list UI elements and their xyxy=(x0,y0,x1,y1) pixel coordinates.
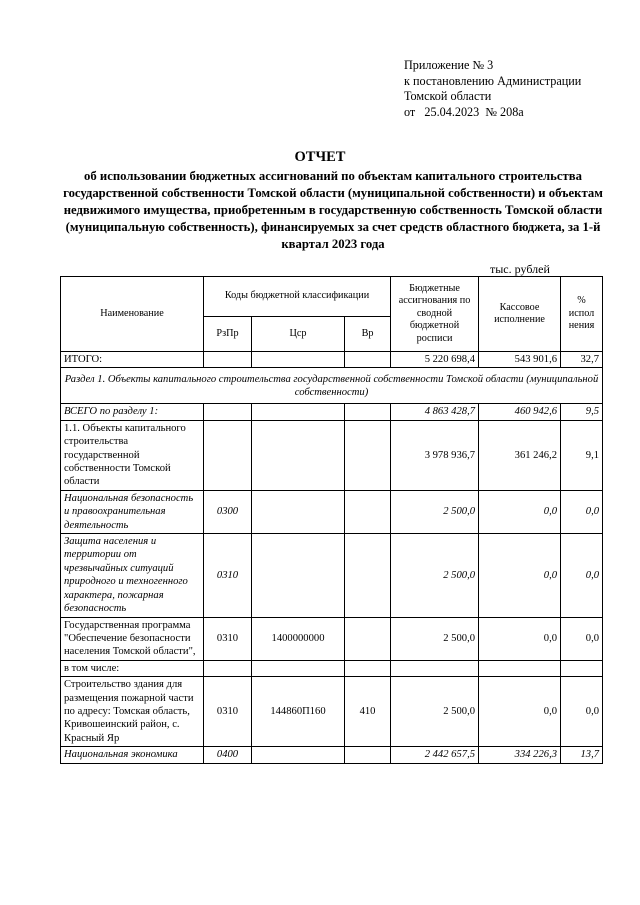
cell-name: Государственная программа "Обеспечение безопасности населения Томской области", xyxy=(61,617,204,660)
cell-cash: 334 226,3 xyxy=(479,747,561,763)
cell-csr: 1400000000 xyxy=(252,617,345,660)
document-title: ОТЧЕТ xyxy=(294,149,346,165)
header-codes: Коды бюджетной классификации xyxy=(204,277,391,317)
cell-name: ВСЕГО по разделу 1: xyxy=(61,404,204,420)
cell-name: в том числе: xyxy=(61,660,204,676)
header-name: Наименование xyxy=(61,277,204,352)
appendix-line: Томской области xyxy=(404,89,492,103)
header-pct: % испол нения xyxy=(561,277,603,352)
document-subtitle: об использовании бюджетных ассигнований по объектам капитального строительства государственной собственности Томской области (муниципальной собственности) и объектам недвижимого имущества, приобретенным в государственную собственность Томской области (муниципальную собственность), финансируемых за счет средств областного бюджета, за 1-й квартал 2023 года xyxy=(63,169,603,251)
cell-pct: 9,1 xyxy=(561,420,603,490)
table-row xyxy=(61,660,603,676)
cell-csr: 144860П160 xyxy=(252,677,345,747)
cell-budget: 3 978 936,7 xyxy=(391,420,479,490)
table-row xyxy=(61,617,603,660)
table-row-total xyxy=(61,352,603,368)
header-cash: Кассовое исполнение xyxy=(479,277,561,352)
cell-pct: 0,0 xyxy=(561,617,603,660)
table-row xyxy=(61,534,603,617)
cell-pct: 9,5 xyxy=(561,404,603,420)
cell-name: 1.1. Объекты капитального строительства государственной собственности Томской области xyxy=(61,420,204,490)
cell-pct: 32,7 xyxy=(561,352,603,368)
table-row xyxy=(61,420,603,490)
cell-budget: 2 500,0 xyxy=(391,677,479,747)
cell-rzpr: 0310 xyxy=(204,677,252,747)
cell-budget: 5 220 698,4 xyxy=(391,352,479,368)
cell-name: Национальная безопасность и правоохранительная деятельность xyxy=(61,490,204,533)
header-budget: Бюджетные ассигнования по сводной бюджетной росписи xyxy=(391,277,479,352)
cell-rzpr: 0310 xyxy=(204,617,252,660)
cell-name: Национальная экономика xyxy=(61,747,204,763)
cell-rzpr: 0300 xyxy=(204,490,252,533)
table-row-section-title xyxy=(61,368,603,404)
cell-cash: 0,0 xyxy=(479,534,561,617)
cell-cash: 361 246,2 xyxy=(479,420,561,490)
cell-budget: 2 500,0 xyxy=(391,617,479,660)
appendix-date-line: от 25.04.2023 № 208а xyxy=(404,104,524,119)
cell-cash: 0,0 xyxy=(479,617,561,660)
section-title: Раздел 1. Объекты капитального строительства государственной собственности Томской области (муниципальной собственности) xyxy=(61,368,603,404)
cell-name: Строительство здания для размещения пожарной части по адресу: Томская область, Кривошеинский район, с. Красный Яр xyxy=(61,677,204,747)
cell-pct: 0,0 xyxy=(561,490,603,533)
table-row xyxy=(61,747,603,763)
cell-rzpr: 0400 xyxy=(204,747,252,763)
report-table xyxy=(60,276,603,764)
cell-cash: 460 942,6 xyxy=(479,404,561,420)
appendix-line: к постановлению Администрации xyxy=(404,73,582,88)
cell-cash: 0,0 xyxy=(479,490,561,533)
cell-budget: 2 500,0 xyxy=(391,490,479,533)
table-row xyxy=(61,490,603,533)
cell-budget: 2 442 657,5 xyxy=(391,747,479,763)
cell-budget: 2 500,0 xyxy=(391,534,479,617)
cell-vr: 410 xyxy=(345,677,391,747)
cell-cash: 543 901,6 xyxy=(479,352,561,368)
cell-pct: 0,0 xyxy=(561,677,603,747)
header-vr: Вр xyxy=(345,317,391,352)
cell-cash: 0,0 xyxy=(479,677,561,747)
cell-pct: 0,0 xyxy=(561,534,603,617)
cell-name: ИТОГО: xyxy=(61,352,204,368)
cell-name: Защита населения и территории от чрезвычайных ситуаций природного и техногенного характера, пожарная безопасность xyxy=(61,534,204,617)
cell-pct: 13,7 xyxy=(561,747,603,763)
appendix-line: Приложение № 3 xyxy=(404,58,494,72)
appendix-block xyxy=(404,58,581,120)
units-label: тыс. рублей xyxy=(490,262,550,276)
cell-rzpr: 0310 xyxy=(204,534,252,617)
cell-budget: 4 863 428,7 xyxy=(391,404,479,420)
header-rzpr: РзПр xyxy=(204,317,252,352)
table-row-section-total xyxy=(61,404,603,420)
header-csr: Цср xyxy=(252,317,345,352)
table-row xyxy=(61,677,603,747)
